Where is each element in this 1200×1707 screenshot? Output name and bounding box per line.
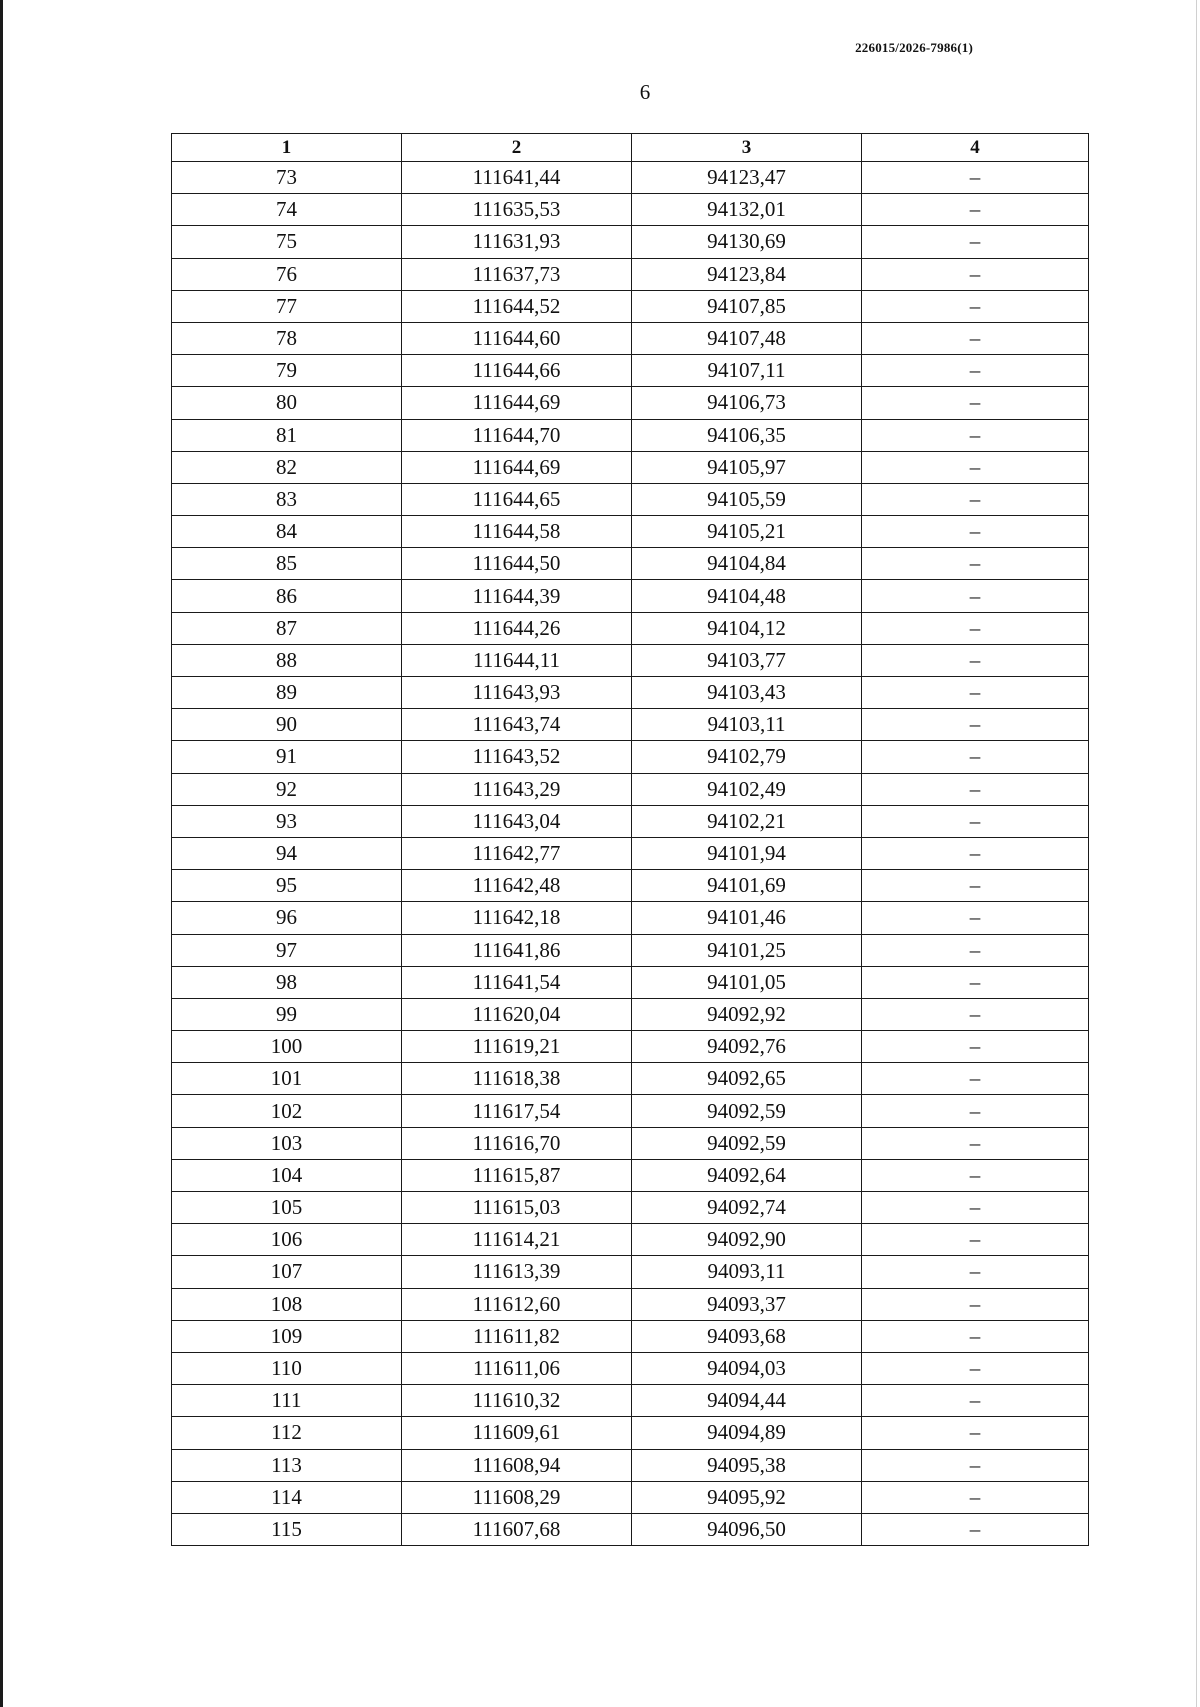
table-row — [172, 1481, 1089, 1513]
column-4-cell: – — [862, 516, 1089, 548]
y-coordinate-cell: 94101,46 — [632, 902, 862, 934]
x-coordinate-cell: 111643,74 — [402, 709, 632, 741]
y-coordinate-cell: 94092,74 — [632, 1192, 862, 1224]
y-coordinate-cell: 94132,01 — [632, 194, 862, 226]
column-4-cell: – — [862, 837, 1089, 869]
y-coordinate-cell: 94107,11 — [632, 355, 862, 387]
x-coordinate-cell: 111644,50 — [402, 548, 632, 580]
point-number-cell: 73 — [172, 162, 402, 194]
point-number-cell: 83 — [172, 483, 402, 515]
column-4-cell: – — [862, 1256, 1089, 1288]
table-row — [172, 258, 1089, 290]
column-4-cell: – — [862, 258, 1089, 290]
table-row — [172, 226, 1089, 258]
table-row — [172, 387, 1089, 419]
table-body — [172, 162, 1089, 1546]
table-row — [172, 1063, 1089, 1095]
y-coordinate-cell: 94104,48 — [632, 580, 862, 612]
point-number-cell: 84 — [172, 516, 402, 548]
point-number-cell: 86 — [172, 580, 402, 612]
point-number-cell: 104 — [172, 1159, 402, 1191]
column-4-cell: – — [862, 966, 1089, 998]
x-coordinate-cell: 111637,73 — [402, 258, 632, 290]
table-row — [172, 1224, 1089, 1256]
table-header-row — [172, 134, 1089, 162]
x-coordinate-cell: 111608,29 — [402, 1481, 632, 1513]
point-number-cell: 97 — [172, 934, 402, 966]
point-number-cell: 103 — [172, 1127, 402, 1159]
y-coordinate-cell: 94092,92 — [632, 998, 862, 1030]
point-number-cell: 111 — [172, 1385, 402, 1417]
table-row — [172, 902, 1089, 934]
point-number-cell: 107 — [172, 1256, 402, 1288]
table-row — [172, 1417, 1089, 1449]
x-coordinate-cell: 111643,93 — [402, 677, 632, 709]
table-row — [172, 741, 1089, 773]
y-coordinate-cell: 94106,35 — [632, 419, 862, 451]
x-coordinate-cell: 111616,70 — [402, 1127, 632, 1159]
y-coordinate-cell: 94104,84 — [632, 548, 862, 580]
column-4-cell: – — [862, 1127, 1089, 1159]
column-4-cell: – — [862, 1385, 1089, 1417]
point-number-cell: 95 — [172, 870, 402, 902]
x-coordinate-cell: 111644,69 — [402, 451, 632, 483]
table-row — [172, 1031, 1089, 1063]
column-4-cell: – — [862, 1192, 1089, 1224]
y-coordinate-cell: 94101,05 — [632, 966, 862, 998]
y-coordinate-cell: 94104,12 — [632, 612, 862, 644]
point-number-cell: 79 — [172, 355, 402, 387]
column-4-cell: – — [862, 1224, 1089, 1256]
y-coordinate-cell: 94107,48 — [632, 322, 862, 354]
table-row — [172, 1159, 1089, 1191]
table-row — [172, 677, 1089, 709]
y-coordinate-cell: 94102,49 — [632, 773, 862, 805]
column-4-cell: – — [862, 644, 1089, 676]
point-number-cell: 100 — [172, 1031, 402, 1063]
page-number: 6 — [639, 80, 651, 104]
point-number-cell: 92 — [172, 773, 402, 805]
point-number-cell: 110 — [172, 1352, 402, 1384]
column-4-cell: – — [862, 1063, 1089, 1095]
column-4-cell: – — [862, 580, 1089, 612]
table-row — [172, 612, 1089, 644]
point-number-cell: 91 — [172, 741, 402, 773]
point-number-cell: 85 — [172, 548, 402, 580]
y-coordinate-cell: 94103,43 — [632, 677, 862, 709]
x-coordinate-cell: 111615,03 — [402, 1192, 632, 1224]
x-coordinate-cell: 111642,48 — [402, 870, 632, 902]
column-4-cell: – — [862, 194, 1089, 226]
column-4-cell: – — [862, 322, 1089, 354]
x-coordinate-cell: 111619,21 — [402, 1031, 632, 1063]
column-4-cell: – — [862, 1352, 1089, 1384]
y-coordinate-cell: 94092,59 — [632, 1095, 862, 1127]
y-coordinate-cell: 94103,11 — [632, 709, 862, 741]
column-4-cell: – — [862, 226, 1089, 258]
y-coordinate-cell: 94093,37 — [632, 1288, 862, 1320]
point-number-cell: 101 — [172, 1063, 402, 1095]
table-row — [172, 709, 1089, 741]
point-number-cell: 98 — [172, 966, 402, 998]
y-coordinate-cell: 94130,69 — [632, 226, 862, 258]
table-row — [172, 805, 1089, 837]
point-number-cell: 88 — [172, 644, 402, 676]
x-coordinate-cell: 111612,60 — [402, 1288, 632, 1320]
x-coordinate-cell: 111620,04 — [402, 998, 632, 1030]
table-row — [172, 998, 1089, 1030]
column-header-2: 2 — [402, 134, 632, 162]
column-4-cell: – — [862, 1095, 1089, 1127]
x-coordinate-cell: 111641,54 — [402, 966, 632, 998]
column-4-cell: – — [862, 612, 1089, 644]
y-coordinate-cell: 94101,25 — [632, 934, 862, 966]
point-number-cell: 78 — [172, 322, 402, 354]
column-4-cell: – — [862, 1513, 1089, 1545]
column-header-1: 1 — [172, 134, 402, 162]
x-coordinate-cell: 111644,26 — [402, 612, 632, 644]
scan-left-edge — [0, 0, 3, 1707]
point-number-cell: 74 — [172, 194, 402, 226]
table-row — [172, 1449, 1089, 1481]
x-coordinate-cell: 111642,18 — [402, 902, 632, 934]
column-4-cell: – — [862, 805, 1089, 837]
x-coordinate-cell: 111644,65 — [402, 483, 632, 515]
column-4-cell: – — [862, 1417, 1089, 1449]
y-coordinate-cell: 94094,44 — [632, 1385, 862, 1417]
y-coordinate-cell: 94096,50 — [632, 1513, 862, 1545]
x-coordinate-cell: 111609,61 — [402, 1417, 632, 1449]
y-coordinate-cell: 94123,84 — [632, 258, 862, 290]
column-header-3: 3 — [632, 134, 862, 162]
point-number-cell: 112 — [172, 1417, 402, 1449]
x-coordinate-cell: 111610,32 — [402, 1385, 632, 1417]
point-number-cell: 77 — [172, 290, 402, 322]
x-coordinate-cell: 111643,52 — [402, 741, 632, 773]
y-coordinate-cell: 94092,76 — [632, 1031, 862, 1063]
x-coordinate-cell: 111644,52 — [402, 290, 632, 322]
y-coordinate-cell: 94092,90 — [632, 1224, 862, 1256]
table-row — [172, 1192, 1089, 1224]
table-row — [172, 934, 1089, 966]
point-number-cell: 109 — [172, 1320, 402, 1352]
x-coordinate-cell: 111607,68 — [402, 1513, 632, 1545]
y-coordinate-cell: 94102,21 — [632, 805, 862, 837]
column-4-cell: – — [862, 290, 1089, 322]
column-4-cell: – — [862, 1288, 1089, 1320]
table-row — [172, 451, 1089, 483]
point-number-cell: 93 — [172, 805, 402, 837]
table-row — [172, 355, 1089, 387]
y-coordinate-cell: 94123,47 — [632, 162, 862, 194]
y-coordinate-cell: 94092,59 — [632, 1127, 862, 1159]
y-coordinate-cell: 94094,03 — [632, 1352, 862, 1384]
table-row — [172, 580, 1089, 612]
x-coordinate-cell: 111611,82 — [402, 1320, 632, 1352]
column-4-cell: – — [862, 902, 1089, 934]
point-number-cell: 87 — [172, 612, 402, 644]
y-coordinate-cell: 94101,69 — [632, 870, 862, 902]
column-4-cell: – — [862, 451, 1089, 483]
point-number-cell: 94 — [172, 837, 402, 869]
column-4-cell: – — [862, 1031, 1089, 1063]
coordinates-table — [171, 133, 1089, 1546]
x-coordinate-cell: 111618,38 — [402, 1063, 632, 1095]
point-number-cell: 90 — [172, 709, 402, 741]
point-number-cell: 106 — [172, 1224, 402, 1256]
column-4-cell: – — [862, 548, 1089, 580]
point-number-cell: 114 — [172, 1481, 402, 1513]
table-row — [172, 194, 1089, 226]
x-coordinate-cell: 111608,94 — [402, 1449, 632, 1481]
table-row — [172, 322, 1089, 354]
x-coordinate-cell: 111644,70 — [402, 419, 632, 451]
table-row — [172, 483, 1089, 515]
y-coordinate-cell: 94092,65 — [632, 1063, 862, 1095]
point-number-cell: 102 — [172, 1095, 402, 1127]
y-coordinate-cell: 94103,77 — [632, 644, 862, 676]
point-number-cell: 82 — [172, 451, 402, 483]
table-row — [172, 1256, 1089, 1288]
y-coordinate-cell: 94105,97 — [632, 451, 862, 483]
column-4-cell: – — [862, 998, 1089, 1030]
table-row — [172, 516, 1089, 548]
x-coordinate-cell: 111641,86 — [402, 934, 632, 966]
table-row — [172, 548, 1089, 580]
x-coordinate-cell: 111613,39 — [402, 1256, 632, 1288]
y-coordinate-cell: 94093,11 — [632, 1256, 862, 1288]
x-coordinate-cell: 111644,60 — [402, 322, 632, 354]
point-number-cell: 115 — [172, 1513, 402, 1545]
x-coordinate-cell: 111644,69 — [402, 387, 632, 419]
x-coordinate-cell: 111644,39 — [402, 580, 632, 612]
x-coordinate-cell: 111631,93 — [402, 226, 632, 258]
x-coordinate-cell: 111615,87 — [402, 1159, 632, 1191]
point-number-cell: 80 — [172, 387, 402, 419]
y-coordinate-cell: 94105,59 — [632, 483, 862, 515]
table-row — [172, 644, 1089, 676]
column-4-cell: – — [862, 741, 1089, 773]
point-number-cell: 76 — [172, 258, 402, 290]
point-number-cell: 108 — [172, 1288, 402, 1320]
table-row — [172, 162, 1089, 194]
x-coordinate-cell: 111611,06 — [402, 1352, 632, 1384]
y-coordinate-cell: 94106,73 — [632, 387, 862, 419]
table-row — [172, 966, 1089, 998]
column-4-cell: – — [862, 934, 1089, 966]
x-coordinate-cell: 111644,11 — [402, 644, 632, 676]
y-coordinate-cell: 94102,79 — [632, 741, 862, 773]
x-coordinate-cell: 111641,44 — [402, 162, 632, 194]
x-coordinate-cell: 111644,58 — [402, 516, 632, 548]
table-row — [172, 1095, 1089, 1127]
point-number-cell: 113 — [172, 1449, 402, 1481]
column-4-cell: – — [862, 419, 1089, 451]
y-coordinate-cell: 94105,21 — [632, 516, 862, 548]
column-4-cell: – — [862, 709, 1089, 741]
x-coordinate-cell: 111643,04 — [402, 805, 632, 837]
table-row — [172, 773, 1089, 805]
x-coordinate-cell: 111643,29 — [402, 773, 632, 805]
y-coordinate-cell: 94093,68 — [632, 1320, 862, 1352]
column-4-cell: – — [862, 483, 1089, 515]
point-number-cell: 89 — [172, 677, 402, 709]
x-coordinate-cell: 111614,21 — [402, 1224, 632, 1256]
x-coordinate-cell: 111644,66 — [402, 355, 632, 387]
table-row — [172, 290, 1089, 322]
x-coordinate-cell: 111642,77 — [402, 837, 632, 869]
column-4-cell: – — [862, 162, 1089, 194]
table-row — [172, 1513, 1089, 1545]
table-row — [172, 837, 1089, 869]
column-4-cell: – — [862, 677, 1089, 709]
x-coordinate-cell: 111617,54 — [402, 1095, 632, 1127]
column-4-cell: – — [862, 387, 1089, 419]
x-coordinate-cell: 111635,53 — [402, 194, 632, 226]
y-coordinate-cell: 94107,85 — [632, 290, 862, 322]
y-coordinate-cell: 94094,89 — [632, 1417, 862, 1449]
table-row — [172, 1385, 1089, 1417]
column-4-cell: – — [862, 773, 1089, 805]
scan-right-edge — [1196, 0, 1197, 1707]
y-coordinate-cell: 94095,38 — [632, 1449, 862, 1481]
column-4-cell: – — [862, 870, 1089, 902]
y-coordinate-cell: 94101,94 — [632, 837, 862, 869]
document-id: 226015/2026-7986(1) — [855, 40, 973, 55]
y-coordinate-cell: 94095,92 — [632, 1481, 862, 1513]
column-4-cell: – — [862, 1159, 1089, 1191]
column-4-cell: – — [862, 1320, 1089, 1352]
table-row — [172, 1288, 1089, 1320]
point-number-cell: 75 — [172, 226, 402, 258]
table-row — [172, 1320, 1089, 1352]
table-row — [172, 419, 1089, 451]
table-row — [172, 1352, 1089, 1384]
y-coordinate-cell: 94092,64 — [632, 1159, 862, 1191]
column-4-cell: – — [862, 355, 1089, 387]
table-row — [172, 1127, 1089, 1159]
column-header-4: 4 — [862, 134, 1089, 162]
column-4-cell: – — [862, 1481, 1089, 1513]
column-4-cell: – — [862, 1449, 1089, 1481]
point-number-cell: 105 — [172, 1192, 402, 1224]
table-row — [172, 870, 1089, 902]
point-number-cell: 99 — [172, 998, 402, 1030]
point-number-cell: 81 — [172, 419, 402, 451]
point-number-cell: 96 — [172, 902, 402, 934]
